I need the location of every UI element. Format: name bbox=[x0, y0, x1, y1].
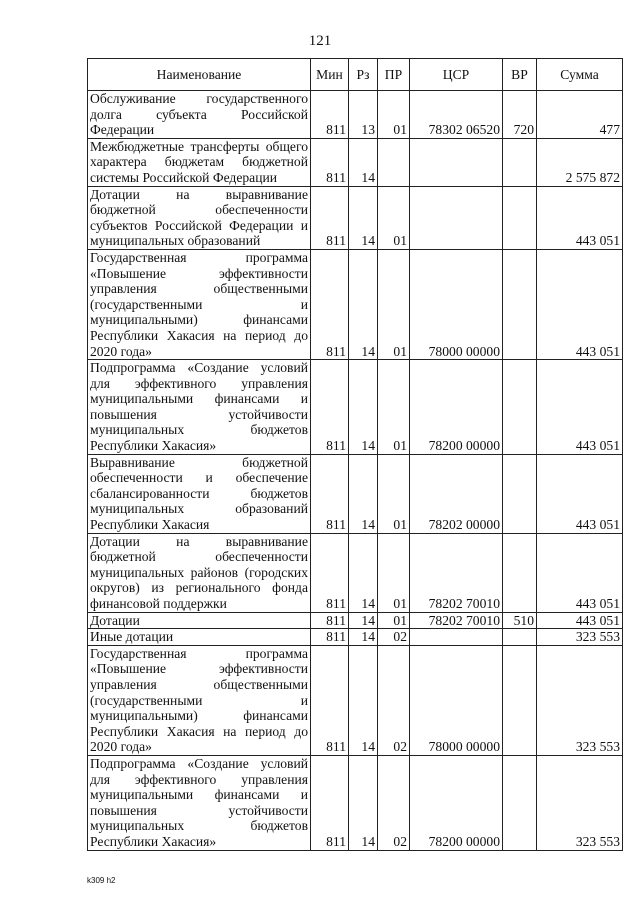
row-sum: 443 051 bbox=[537, 533, 623, 612]
row-pr: 01 bbox=[378, 186, 410, 249]
row-name: Выравнивание бюджетной обеспеченности и обеспечение сбалансированности бюджетов муниципальных образований Республики Хакасия bbox=[88, 454, 311, 533]
row-vr bbox=[503, 186, 537, 249]
table-row bbox=[88, 138, 623, 186]
row-name: Межбюджетные трансферты общего характера бюджетам бюджетной системы Российской Федерации bbox=[88, 138, 311, 186]
column-header-min: Мин bbox=[311, 59, 349, 91]
row-min: 811 bbox=[311, 454, 349, 533]
row-min: 811 bbox=[311, 360, 349, 455]
row-csr bbox=[410, 629, 503, 646]
row-vr: 510 bbox=[503, 612, 537, 629]
row-name: Обслуживание государственного долга субъекта Российской Федерации bbox=[88, 91, 311, 139]
row-rz: 14 bbox=[349, 186, 378, 249]
row-pr: 01 bbox=[378, 612, 410, 629]
row-sum: 323 553 bbox=[537, 645, 623, 755]
table-row bbox=[88, 91, 623, 139]
row-vr bbox=[503, 755, 537, 850]
row-name: Подпрограмма «Создание условий для эффективного управления муниципальными финансами и повышения устойчивости муниципальных бюджетов Республики Хакасия» bbox=[88, 755, 311, 850]
row-pr: 01 bbox=[378, 533, 410, 612]
table-row bbox=[88, 645, 623, 755]
row-min: 811 bbox=[311, 249, 349, 359]
row-pr: 01 bbox=[378, 360, 410, 455]
budget-table bbox=[87, 58, 623, 851]
row-sum: 443 051 bbox=[537, 186, 623, 249]
column-header-name: Наименование bbox=[88, 59, 311, 91]
row-min: 811 bbox=[311, 629, 349, 646]
table-row bbox=[88, 249, 623, 359]
row-vr bbox=[503, 533, 537, 612]
row-min: 811 bbox=[311, 186, 349, 249]
row-sum: 443 051 bbox=[537, 360, 623, 455]
table-row bbox=[88, 454, 623, 533]
row-name: Государственная программа «Повышение эффективности управления общественными (государственными и муниципальными) финансами Республики Хакасия на период до 2020 года» bbox=[88, 249, 311, 359]
table-row bbox=[88, 533, 623, 612]
row-sum: 2 575 872 bbox=[537, 138, 623, 186]
row-rz: 14 bbox=[349, 454, 378, 533]
row-vr bbox=[503, 454, 537, 533]
row-pr: 02 bbox=[378, 755, 410, 850]
column-header-vr: ВР bbox=[503, 59, 537, 91]
column-header-pr: ПР bbox=[378, 59, 410, 91]
row-min: 811 bbox=[311, 138, 349, 186]
row-vr: 720 bbox=[503, 91, 537, 139]
table-row bbox=[88, 629, 623, 646]
column-header-csr: ЦСР bbox=[410, 59, 503, 91]
row-min: 811 bbox=[311, 612, 349, 629]
row-csr: 78202 70010 bbox=[410, 612, 503, 629]
table-row bbox=[88, 755, 623, 850]
row-rz: 14 bbox=[349, 612, 378, 629]
row-pr: 02 bbox=[378, 629, 410, 646]
row-vr bbox=[503, 645, 537, 755]
column-header-sum: Сумма bbox=[537, 59, 623, 91]
row-vr bbox=[503, 249, 537, 359]
row-pr: 02 bbox=[378, 645, 410, 755]
row-rz: 13 bbox=[349, 91, 378, 139]
row-rz: 14 bbox=[349, 629, 378, 646]
row-csr bbox=[410, 138, 503, 186]
row-sum: 477 bbox=[537, 91, 623, 139]
row-name: Государственная программа «Повышение эффективности управления общественными (государственными и муниципальными) финансами Республики Хакасия на период до 2020 года» bbox=[88, 645, 311, 755]
row-rz: 14 bbox=[349, 533, 378, 612]
row-name: Иные дотации bbox=[88, 629, 311, 646]
row-rz: 14 bbox=[349, 138, 378, 186]
row-vr bbox=[503, 629, 537, 646]
row-name: Дотации на выравнивание бюджетной обеспеченности муниципальных районов (городских округов) из регионального фонда финансовой поддержки bbox=[88, 533, 311, 612]
row-csr: 78000 00000 bbox=[410, 645, 503, 755]
row-pr: 01 bbox=[378, 454, 410, 533]
row-csr: 78200 00000 bbox=[410, 755, 503, 850]
row-name: Дотации bbox=[88, 612, 311, 629]
table-header-row bbox=[88, 59, 623, 91]
row-sum: 323 553 bbox=[537, 629, 623, 646]
row-sum: 443 051 bbox=[537, 612, 623, 629]
row-csr: 78200 00000 bbox=[410, 360, 503, 455]
row-rz: 14 bbox=[349, 249, 378, 359]
row-csr: 78202 00000 bbox=[410, 454, 503, 533]
row-min: 811 bbox=[311, 645, 349, 755]
row-min: 811 bbox=[311, 755, 349, 850]
table-row bbox=[88, 612, 623, 629]
row-sum: 323 553 bbox=[537, 755, 623, 850]
row-name: Подпрограмма «Создание условий для эффективного управления муниципальными финансами и повышения устойчивости муниципальных бюджетов Республики Хакасия» bbox=[88, 360, 311, 455]
row-pr: 01 bbox=[378, 91, 410, 139]
row-rz: 14 bbox=[349, 755, 378, 850]
footer-code: k309 h2 bbox=[87, 876, 116, 885]
table-row bbox=[88, 360, 623, 455]
page-number: 121 bbox=[308, 33, 332, 49]
row-csr bbox=[410, 186, 503, 249]
row-name: Дотации на выравнивание бюджетной обеспеченности субъектов Российской Федерации и муниципальных образований bbox=[88, 186, 311, 249]
column-header-rz: Рз bbox=[349, 59, 378, 91]
row-sum: 443 051 bbox=[537, 249, 623, 359]
row-sum: 443 051 bbox=[537, 454, 623, 533]
row-pr: 01 bbox=[378, 249, 410, 359]
row-pr bbox=[378, 138, 410, 186]
row-csr: 78302 06520 bbox=[410, 91, 503, 139]
row-rz: 14 bbox=[349, 360, 378, 455]
table-row bbox=[88, 186, 623, 249]
row-csr: 78202 70010 bbox=[410, 533, 503, 612]
row-rz: 14 bbox=[349, 645, 378, 755]
row-csr: 78000 00000 bbox=[410, 249, 503, 359]
row-min: 811 bbox=[311, 533, 349, 612]
row-vr bbox=[503, 360, 537, 455]
row-min: 811 bbox=[311, 91, 349, 139]
row-vr bbox=[503, 138, 537, 186]
